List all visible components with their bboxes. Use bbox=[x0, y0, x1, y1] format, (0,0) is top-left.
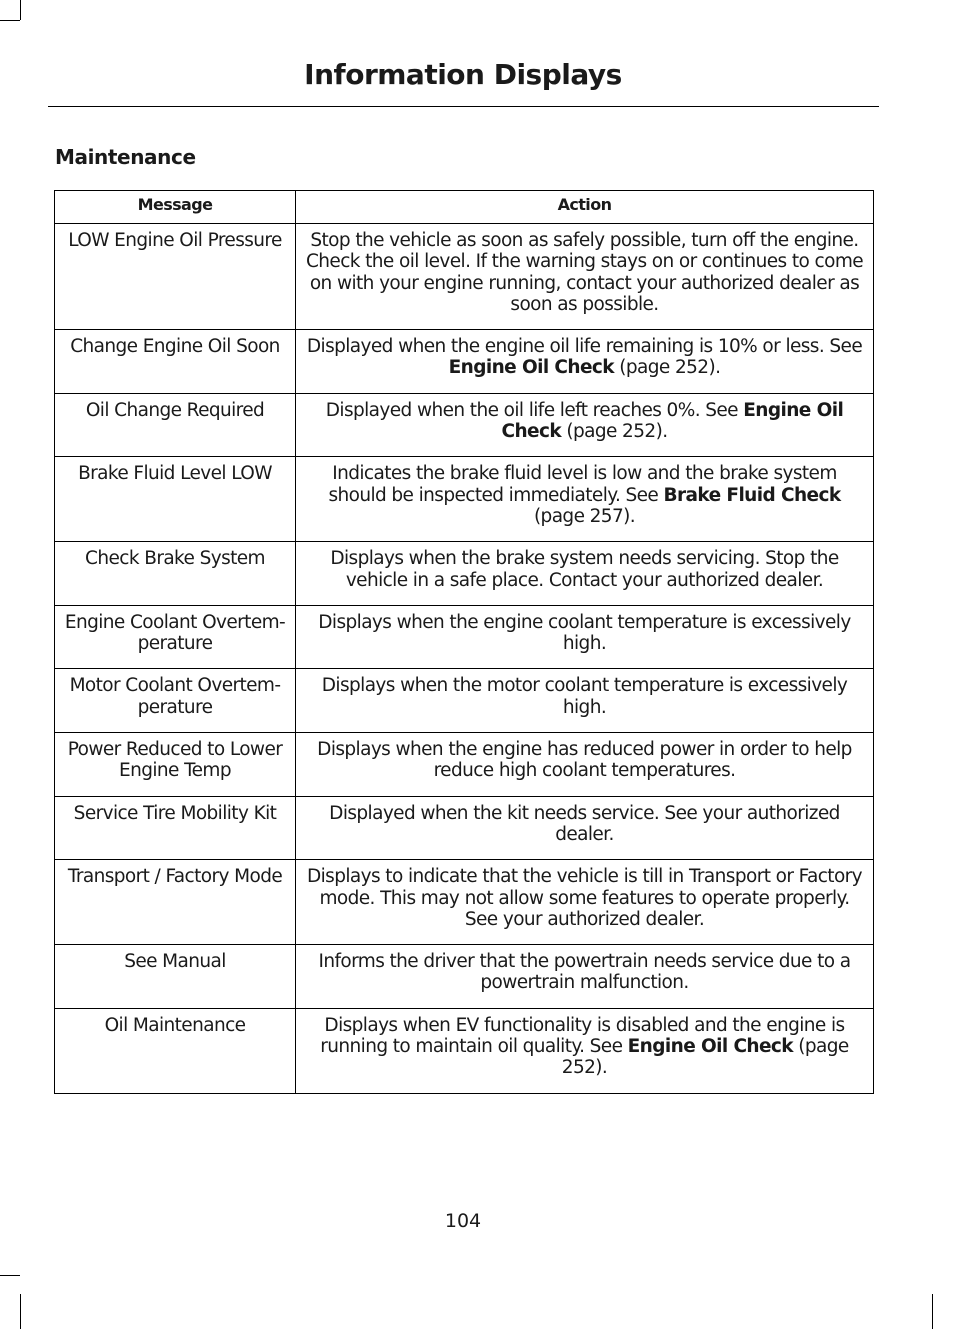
table-row bbox=[55, 224, 874, 330]
action-cell bbox=[296, 669, 874, 733]
action-text: Displays when the motor coolant temperature is excessively high. bbox=[321, 675, 848, 718]
message-cell: Motor Coolant Overtem-perature bbox=[55, 669, 296, 733]
message-cell: Change Engine Oil Soon bbox=[55, 330, 296, 394]
page-reference: Engine Oil Check bbox=[627, 1036, 794, 1058]
action-cell bbox=[296, 224, 874, 330]
action-text: Displays to indicate that the vehicle is till in Transport or Factory mode. This may not allow some features to operate properly. See your authorized dealer. bbox=[306, 866, 863, 930]
action-text: Indicates the brake fluid level is low and the brake system should be inspected immediately. See bbox=[328, 463, 837, 506]
crop-mark-bottom-left-horizontal bbox=[0, 1275, 20, 1276]
table-header-row bbox=[55, 191, 874, 224]
table-row bbox=[55, 605, 874, 669]
maintenance-table bbox=[54, 190, 874, 1094]
section-heading: Maintenance bbox=[55, 145, 196, 169]
action-text: Displayed when the oil life left reaches 0%. See bbox=[325, 399, 744, 421]
crop-mark-top-left-horizontal bbox=[0, 20, 20, 21]
table-row bbox=[55, 457, 874, 542]
action-cell bbox=[296, 605, 874, 669]
action-cell bbox=[296, 860, 874, 945]
table-row bbox=[55, 330, 874, 394]
crop-mark-bottom-left-vertical bbox=[20, 1294, 21, 1329]
action-text: Displays when the brake system needs servicing. Stop the vehicle in a safe place. Contact your authorized dealer. bbox=[330, 548, 839, 591]
page-reference: Engine Oil Check bbox=[501, 399, 844, 443]
action-cell bbox=[296, 542, 874, 606]
page-number: 104 bbox=[444, 1210, 482, 1232]
table-body bbox=[55, 224, 874, 1094]
message-cell: LOW Engine Oil Pressure bbox=[55, 224, 296, 330]
action-text: Displays when the engine has reduced power in order to help reduce high coolant temperatures. bbox=[317, 739, 852, 782]
title-divider bbox=[48, 106, 879, 107]
header-action: Action bbox=[296, 191, 874, 224]
message-cell: Brake Fluid Level LOW bbox=[55, 457, 296, 542]
message-cell: Oil Maintenance bbox=[55, 1008, 296, 1093]
action-text: Stop the vehicle as soon as safely possible, turn off the engine. Check the oil level. If the warning stays on or continues to come on with your engine running, contact your authorized dealer as soon as possible. bbox=[305, 230, 864, 315]
message-cell: See Manual bbox=[55, 945, 296, 1009]
action-text: (page 257). bbox=[533, 505, 636, 527]
table-row bbox=[55, 796, 874, 860]
action-cell bbox=[296, 457, 874, 542]
page-reference: Brake Fluid Check bbox=[663, 484, 841, 506]
message-cell: Service Tire Mobility Kit bbox=[55, 796, 296, 860]
page-title: Information Displays bbox=[304, 58, 622, 91]
message-cell: Check Brake System bbox=[55, 542, 296, 606]
message-cell: Power Reduced to Lower Engine Temp bbox=[55, 733, 296, 797]
action-text: Displayed when the engine oil life remaining is 10% or less. See bbox=[306, 336, 863, 358]
message-cell: Oil Change Required bbox=[55, 393, 296, 457]
message-cell: Engine Coolant Overtem-perature bbox=[55, 605, 296, 669]
header-message: Message bbox=[55, 191, 296, 224]
action-cell bbox=[296, 733, 874, 797]
table-row bbox=[55, 393, 874, 457]
action-text: (page 252). bbox=[561, 421, 668, 443]
action-cell bbox=[296, 330, 874, 394]
action-cell bbox=[296, 393, 874, 457]
table-row bbox=[55, 542, 874, 606]
table-row bbox=[55, 733, 874, 797]
table-row bbox=[55, 669, 874, 733]
action-cell bbox=[296, 945, 874, 1009]
action-text: Displayed when the kit needs service. See your authorized dealer. bbox=[329, 802, 840, 845]
action-text: Informs the driver that the powertrain needs service due to a powertrain malfunction. bbox=[318, 951, 851, 994]
action-cell bbox=[296, 796, 874, 860]
action-text: Displays when the engine coolant temperature is excessively high. bbox=[318, 611, 851, 655]
message-cell: Transport / Factory Mode bbox=[55, 860, 296, 945]
action-text: (page 252). bbox=[561, 1036, 849, 1079]
action-text: Displays when EV functionality is disabled and the engine is running to maintain oil quality. See bbox=[320, 1014, 845, 1058]
action-cell bbox=[296, 1008, 874, 1093]
action-text: (page 252). bbox=[613, 357, 721, 379]
table-row bbox=[55, 860, 874, 945]
crop-mark-bottom-right-vertical bbox=[932, 1294, 933, 1329]
table-row bbox=[55, 945, 874, 1009]
crop-mark-top-left-vertical bbox=[20, 0, 21, 20]
page-reference: Engine Oil Check bbox=[448, 357, 614, 379]
table-row bbox=[55, 1008, 874, 1093]
